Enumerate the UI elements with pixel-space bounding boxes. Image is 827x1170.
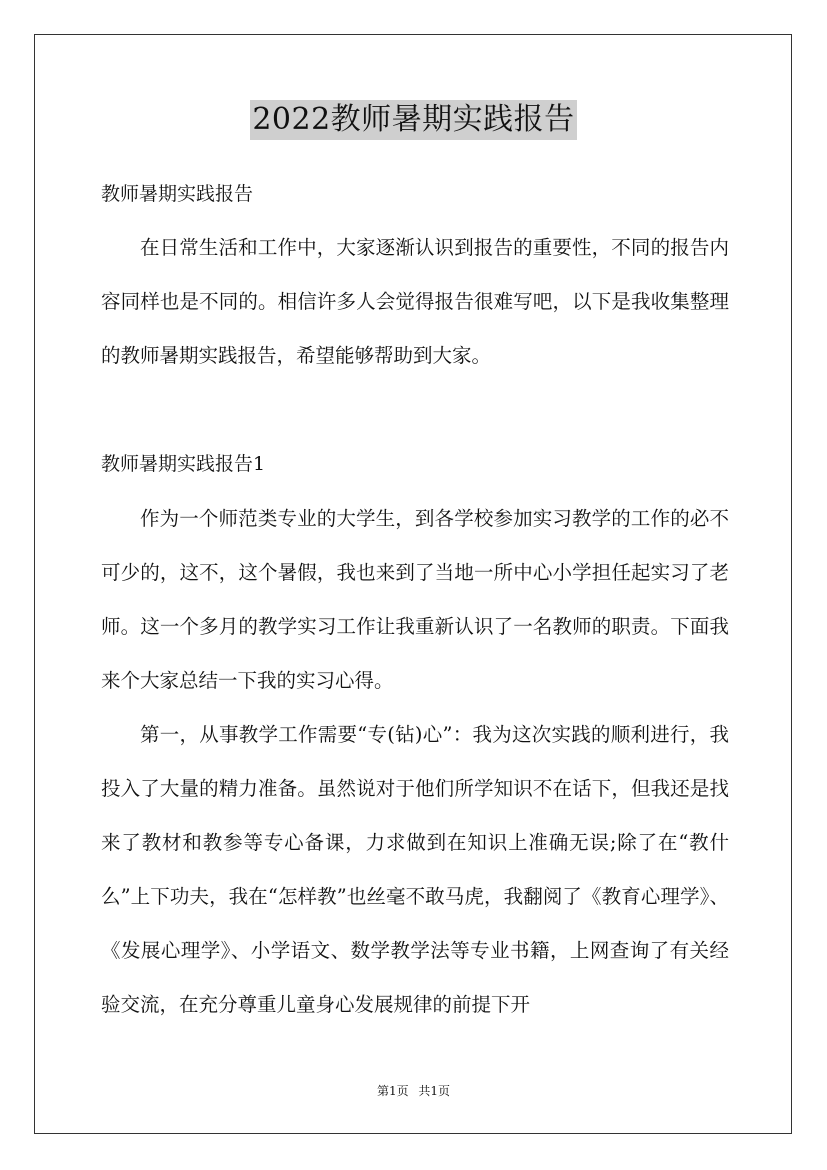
body-paragraph-1: 作为一个师范类专业的大学生，到各学校参加实习教学的工作的必不可少的，这不，这个暑假，我也来到了当地一所中心小学担任起实习了老师。这一个多月的教学实习工作让我重新认识了一名教师的职责。下面我来个大家总结一下我的实习心得。	[101, 507, 729, 692]
title-container	[0, 100, 827, 140]
body-paragraph-2: 第一，从事教学工作需要“专(钻)心”：我为这次实践的顺利进行，我投入了大量的精力准备。虽然说对于他们所学知识不在话下，但我还是找来了教材和教参等专心备课，力求做到在知识上准确无误;除了在“教什么”上下功夫，我在“怎样教”也丝毫不敢马虎，我翻阅了《教育心理学》、《发展心理学》、小学语文、数学教学法等专业书籍，上网查询了有关经验交流，在充分尊重儿童身心发展规律的前提下开	[101, 723, 729, 1016]
intro-paragraph: 在日常生活和工作中，大家逐渐认识到报告的重要性，不同的报告内容同样也是不同的。相信许多人会觉得报告很难写吧，以下是我收集整理的教师暑期实践报告，希望能够帮助到大家。	[101, 236, 729, 367]
document-subtitle: 教师暑期实践报告	[101, 183, 254, 205]
page-footer	[0, 1083, 827, 1099]
document-title: 2022教师暑期实践报告	[250, 100, 576, 140]
page-total: 共1页	[418, 1084, 451, 1098]
section-heading: 教师暑期实践报告1	[101, 453, 266, 475]
page-number: 第1页	[376, 1084, 409, 1098]
